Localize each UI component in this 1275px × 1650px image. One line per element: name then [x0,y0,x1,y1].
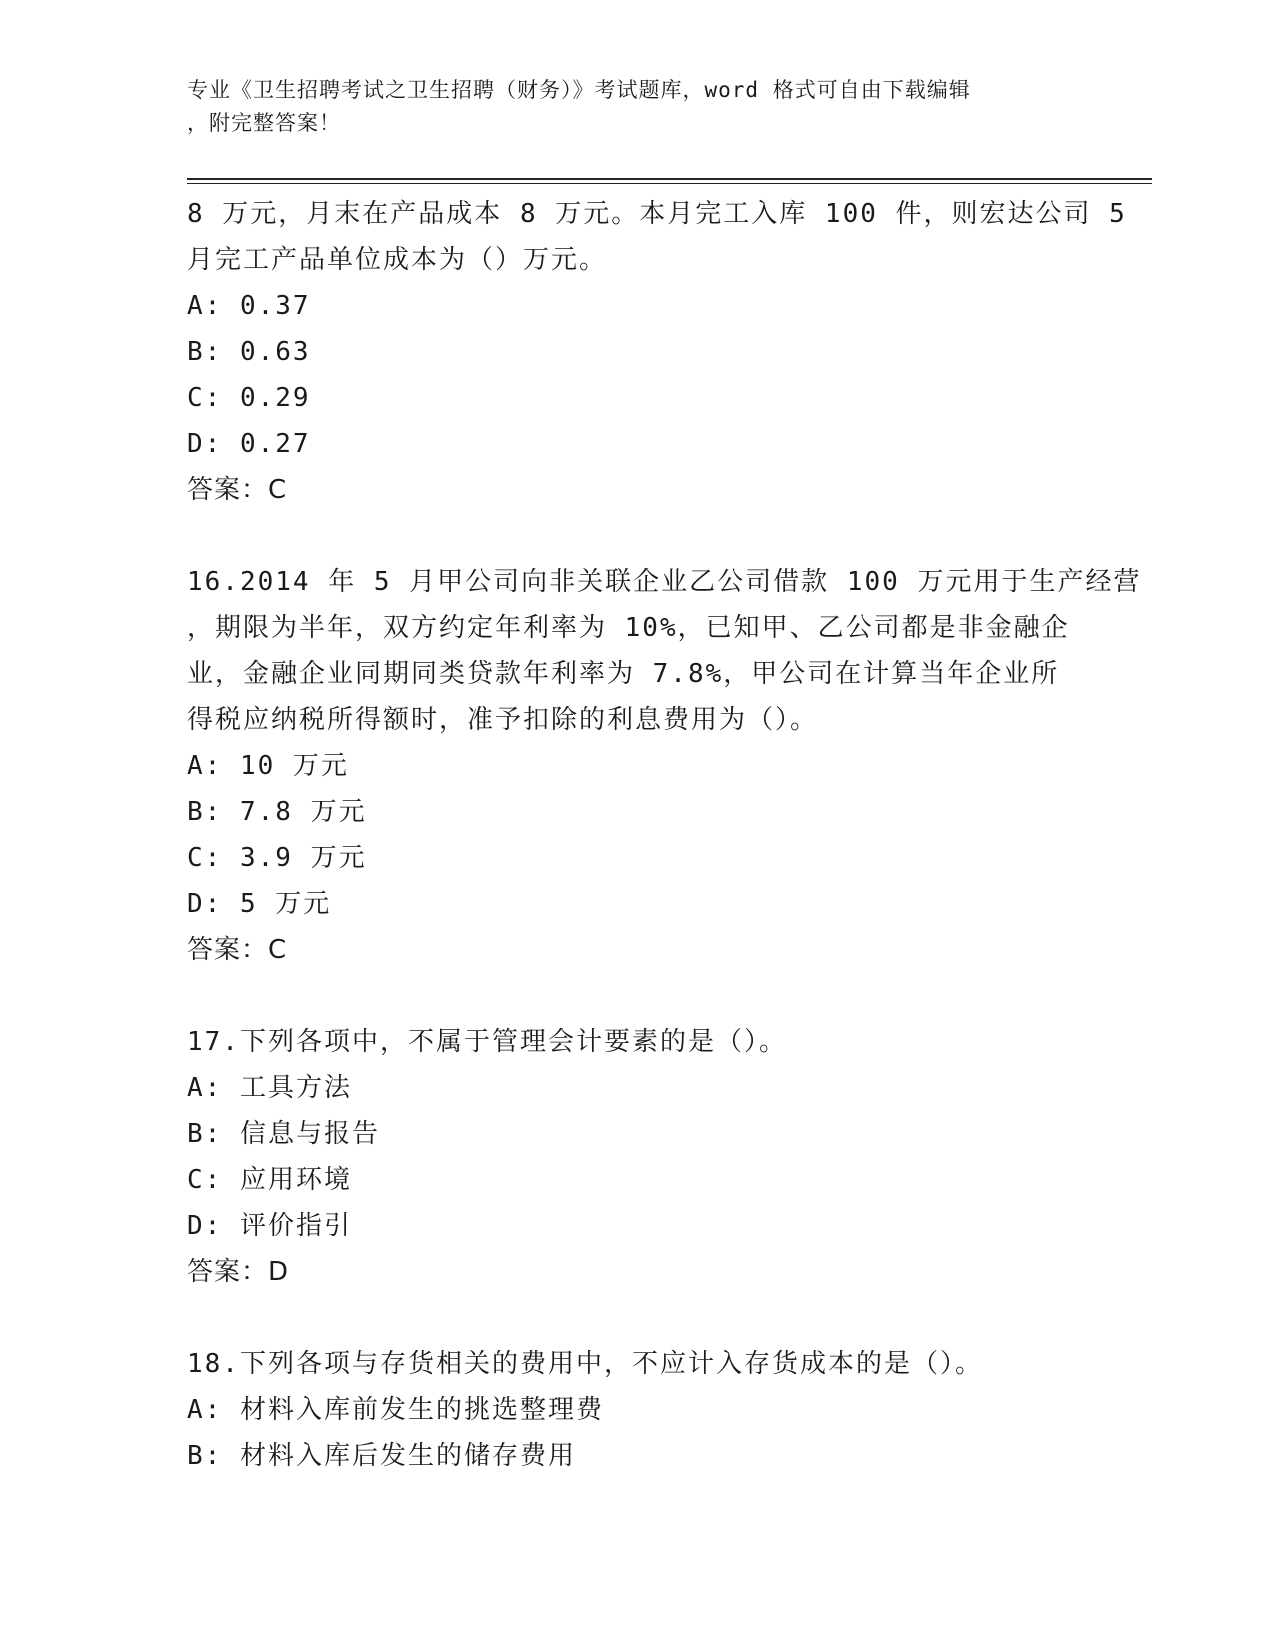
question-stem-line: 月完工产品单位成本为（）万元。 [187,245,608,275]
question-15 [187,191,1127,513]
question-stem-line: 16.2014 年 5 月甲公司向非关联企业乙公司借款 100 万元用于生产经营 [187,567,1142,597]
option-a: A: 10 万元 [187,751,349,781]
header-divider-thick [187,178,1152,180]
question-18 [187,1341,1087,1479]
answer-line: 答案：C [187,935,288,965]
question-stem-line: 得税应纳税所得额时，准予扣除的利息费用为（）。 [187,705,819,735]
answer-line: 答案：C [187,475,288,505]
option-c: C: 3.9 万元 [187,843,367,873]
question-stem-line: 18.下列各项与存货相关的费用中，不应计入存货成本的是（）。 [187,1349,983,1379]
document-header [187,74,1087,140]
spacer [187,1295,1087,1341]
option-b: B: 0.63 [187,337,311,367]
option-c: C: 0.29 [187,383,311,413]
spacer [187,973,1087,1019]
question-stem-line: 8 万元，月末在产品成本 8 万元。本月完工入库 100 件，则宏达公司 5 [187,199,1127,229]
question-stem-line: 17.下列各项中，不属于管理会计要素的是（）。 [187,1027,787,1057]
option-a: A: 工具方法 [187,1073,352,1103]
option-c: C: 应用环境 [187,1165,352,1195]
option-d: D: 评价指引 [187,1211,352,1241]
spacer [187,513,1087,559]
question-16 [187,559,1142,973]
option-b: B: 信息与报告 [187,1119,380,1149]
question-17 [187,1019,1087,1295]
answer-line: 答案：D [187,1257,290,1287]
document-body [187,191,1142,1479]
option-a: A: 材料入库前发生的挑选整理费 [187,1395,604,1425]
option-b: B: 材料入库后发生的储存费用 [187,1441,576,1471]
header-line-2: ，附完整答案！ [187,111,341,135]
option-b: B: 7.8 万元 [187,797,367,827]
question-stem-line: ，期限为半年，双方约定年利率为 10%，已知甲、乙公司都是非金融企 [187,613,1070,643]
option-d: D: 0.27 [187,429,311,459]
option-d: D: 5 万元 [187,889,332,919]
header-line-1: 专业《卫生招聘考试之卫生招聘（财务）》考试题库，word 格式可自由下载编辑 [187,78,971,102]
question-stem-line: 业，金融企业同期同类贷款年利率为 7.8%，甲公司在计算当年企业所 [187,659,1060,689]
option-a: A: 0.37 [187,291,311,321]
header-divider-thin [187,183,1152,184]
